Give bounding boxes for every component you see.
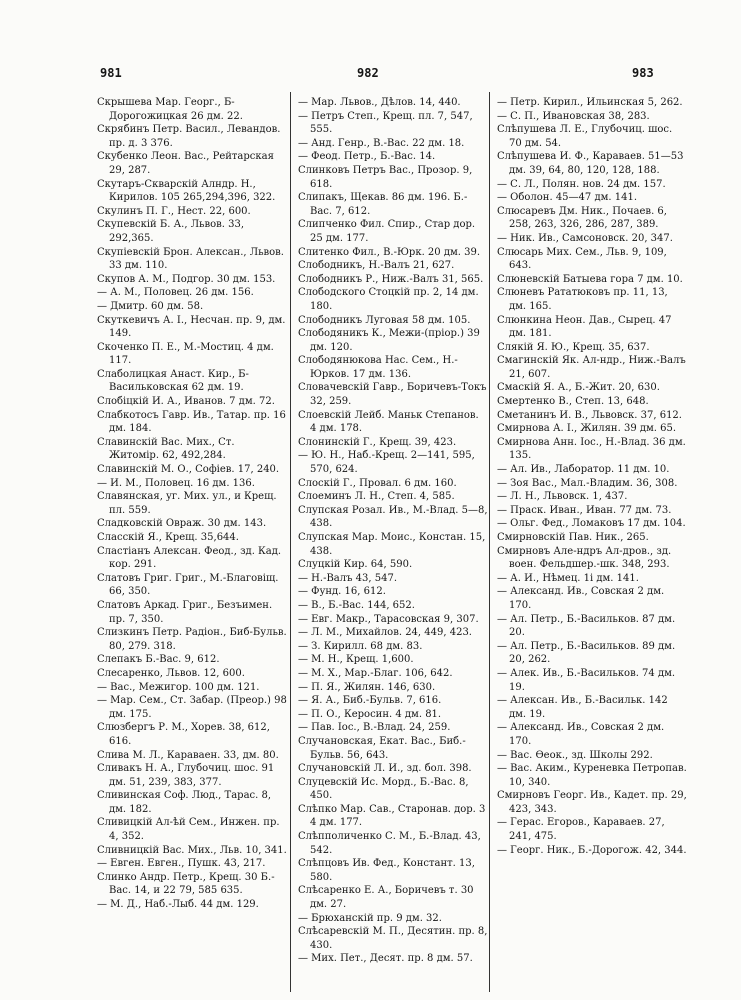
directory-entry: Скуткевичъ А. І., Несчан. пр. 9, дм. 149.	[97, 314, 289, 340]
directory-entry: Слабкотосъ Гавр. Ив., Татар. пр. 16 дм. 184.	[97, 409, 290, 435]
directory-entry: — Мар. Львов., Дѣлов. 14, 440.	[298, 97, 461, 108]
directory-entry: — Ал. Петр., Б.-Васильков. 87 дм. 20.	[497, 613, 679, 639]
directory-entry: — М. Х., Мар.-Благ. 106, 642.	[298, 667, 453, 679]
directory-entry: Слободникъ Луговая 58 дм. 105.	[298, 314, 471, 326]
directory-entry: Слободского Стоцкій пр. 2, 14 дм. 180.	[298, 287, 482, 312]
directory-entry: Смирнова Анн. Іос., Н.-Влад. 36 дм. 135.	[497, 436, 689, 462]
directory-entry: Смирновъ Але-ндръ Ал-дров., зд. воен. Фельдшер.-шк. 348, 293.	[497, 545, 675, 571]
directory-entry: Слинко Андр. Петр., Крещ. 30 Б.-Вас. 14, и 22 79, 585 635.	[97, 871, 275, 897]
directory-entry: Слонинскій Г., Крещ. 39, 423.	[298, 436, 457, 448]
directory-entry: Слѣпполиченко С. М., Б.-Влад. 43, 542.	[298, 831, 485, 856]
directory-entry: Слитенко Фил., В.-Юрк. 20 дм. 39.	[298, 246, 481, 258]
directory-entry: — Я. А., Биб.-Бульв. 7, 616.	[298, 695, 442, 707]
directory-entry: — П. О., Керосин. 4 дм. 81.	[298, 708, 442, 720]
directory-entry: Смирновъ Георг. Ив., Кадет. пр. 29, 423, 343.	[497, 790, 690, 815]
directory-entry: Слупская Мар. Моис., Констан. 15, 438.	[298, 532, 489, 557]
directory-entry: — С. Л., Полян. нов. 24 дм. 157.	[497, 178, 666, 190]
directory-entry: — М. Д., Наб.-Лыб. 44 дм. 129.	[97, 899, 259, 911]
directory-entry: Слесаренко, Львов. 12, 600.	[97, 667, 245, 679]
directory-entry: — Петръ Степ., Крещ. пл. 7, 547, 555.	[298, 110, 476, 136]
directory-entry: — Ю. Н., Наб.-Крещ. 2—141, 595, 570, 624.	[298, 450, 478, 476]
directory-entry: Слободяникъ К., Межи-(пріор.) 39 дм. 120.	[298, 328, 484, 353]
directory-entry: Сластіанъ Алексан. Феод., зд. Кад. кор. 291.	[97, 545, 285, 571]
directory-entry: — Вас. Ѳеок., зд. Школы 292.	[497, 749, 653, 761]
directory-entry: Скрябинъ Петр. Васил., Левандов. пр. д. 3 376.	[97, 124, 284, 149]
directory-entry: — П. Я., Жилян. 146, 630.	[298, 681, 436, 693]
directory-entry: Слюнкина Неон. Дав., Сырец. 47 дм. 181.	[497, 314, 675, 340]
directory-entry: — Дмитр. 60 дм. 58.	[97, 300, 204, 312]
directory-entry: — Ник. Ив., Самсоновск. 20, 347.	[497, 232, 673, 244]
directory-entry: Слоеминъ Л. Н., Степ. 4, 585.	[298, 491, 455, 503]
directory-entry: Слинковъ Петръ Вас., Прозор. 9, 618.	[298, 164, 476, 190]
directory-entry: Слякій Я. Ю., Крещ. 35, 637.	[497, 341, 650, 353]
directory-entry: Слобіцкій И. А., Иванов. 7 дм. 72.	[97, 396, 275, 408]
directory-entry: — Ал. Ив., Лаборатор. 11 дм. 10.	[497, 464, 670, 476]
directory-entry: — Александ. Ив., Совская 2 дм. 170.	[497, 722, 668, 747]
directory-entry: — Пав. Іос., В.-Влад. 24, 259.	[298, 722, 451, 734]
directory-entry: — С. П., Ивановская 38, 283.	[497, 110, 650, 122]
directory-entry: — Фунд. 16, 612.	[298, 586, 386, 598]
directory-entry: Сласскій Я., Крещ. 35,644.	[97, 532, 239, 543]
directory-entry: — А. И., Нѣмец. 1і дм. 141.	[497, 572, 639, 584]
column-divider	[489, 92, 490, 992]
directory-entry: Скрышева Мар. Георг., Б-Дорогожицкая 26 дм. 22.	[97, 97, 243, 122]
directory-entry: Скупов А. М., Подгор. 30 дм. 153.	[97, 273, 276, 285]
directory-entry: Слоскій Г., Провал. 6 дм. 160.	[298, 477, 457, 489]
directory-column-3	[497, 96, 691, 857]
directory-entry: — Н.-Валъ 43, 547.	[298, 572, 398, 584]
directory-entry: — М. Н., Крещ. 1,600.	[298, 654, 414, 666]
directory-column-2	[298, 96, 491, 966]
directory-entry: Смагинскій Як. Ал-ндр., Ниж.-Валъ 21, 607.	[497, 355, 689, 380]
page-number-center: 982	[357, 66, 379, 80]
page-number-right: 983	[632, 66, 654, 80]
directory-entry: — Анд. Генр., В.-Вас. 22 дм. 18.	[298, 137, 465, 149]
directory-entry: Слѣсаренко Е. А., Боричевъ т. 30 дм. 27.	[298, 885, 477, 911]
directory-entry: Слободянюкова Нас. Сем., Н.-Юрков. 17 дм. 136.	[298, 355, 458, 380]
directory-entry: Слуцкій Кир. 64, 590.	[298, 559, 413, 571]
directory-entry: Слуцевскій Ис. Морд., Б.-Вас. 8, 450.	[298, 776, 472, 802]
directory-entry: Смирновскій Пав. Ник., 265.	[497, 532, 649, 543]
directory-entry: Слѣпко Мар. Сав., Старонав. дор. 3 4 дм. 177.	[298, 803, 489, 829]
directory-entry: Слюневъ Рататюковъ пр. 11, 13, дм. 165.	[497, 287, 671, 312]
directory-entry: Сливницкій Вас. Мих., Льв. 10, 341.	[97, 844, 287, 856]
directory-entry: — Брюханскій пр. 9 дм. 32.	[298, 912, 442, 924]
directory-column-1	[97, 96, 291, 912]
directory-entry: Слѣпушева Л. Е., Глубочиц. шос. 70 дм. 54.	[497, 124, 676, 149]
directory-entry: Сливинская Соф. Люд., Тарас. 8, дм. 182.	[97, 790, 275, 815]
directory-entry: — Герас. Егоров., Караваев. 27, 241, 475.	[497, 817, 668, 843]
directory-entry: Слѣпцовъ Ив. Фед., Констант. 13, 580.	[298, 858, 479, 883]
directory-entry: Слива М. Л., Караваен. 33, дм. 80.	[97, 749, 279, 761]
directory-entry: — И. М., Половец. 16 дм. 136.	[97, 477, 255, 489]
directory-entry: Славинскій Вас. Мих., Ст. Житомір. 62, 492,284.	[97, 436, 238, 462]
directory-entry: Сладковскій Овраж. 30 дм. 143.	[97, 518, 267, 530]
directory-entry: Слѣпушева И. Ф., Караваев. 51—53 дм. 39, 64, 80, 120, 128, 188.	[497, 151, 687, 176]
directory-entry: Славянская, уг. Мих. ул., и Крещ. пл. 559.	[97, 491, 280, 516]
directory-entry: Скупевскій Б. А., Львов. 33, 292,365.	[97, 219, 248, 244]
directory-entry: — Мих. Пет., Десят. пр. 8 дм. 57.	[298, 953, 473, 965]
directory-entry: — Зоя Вас., Мал.-Владим. 36, 308.	[497, 477, 678, 489]
directory-entry: — Феод. Петр., Б.-Вас. 14.	[298, 151, 436, 163]
directory-entry: — Александ. Ив., Совская 2 дм. 170.	[497, 586, 668, 611]
directory-entry: — Праск. Иван., Иван. 77 дм. 73.	[497, 504, 672, 516]
page-number-left: 981	[100, 66, 122, 80]
directory-entry: Случановская, Екат. Вас., Биб.-Бульв. 56, 643.	[298, 735, 466, 761]
directory-entry: Словачевскій Гавр., Боричевъ-Токъ 32, 259.	[298, 382, 490, 408]
directory-entry: — Ал. Петр., Б.-Васильков. 89 дм. 20, 262.	[497, 640, 679, 666]
directory-entry: Слободникъ Р., Ниж.-Валъ 31, 565.	[298, 273, 484, 285]
directory-entry: — Мар. Сем., Ст. Забар. (Преор.) 98 дм. 175.	[97, 695, 291, 720]
directory-entry: Слизкинъ Петр. Радіон., Биб-Бульв. 80, 279. 318.	[97, 627, 290, 652]
directory-entry: Скубенко Леон. Вас., Рейтарская 29, 287.	[97, 151, 278, 176]
directory-entry: — Вас., Межигор. 100 дм. 121.	[97, 681, 260, 693]
column-divider	[290, 92, 291, 992]
directory-entry: — Л. Н., Львовск. 1, 437.	[497, 491, 628, 503]
directory-entry: Слюсарь Мих. Сем., Льв. 9, 109, 643.	[497, 246, 671, 272]
directory-entry: — Георг. Ник., Б.-Дорогож. 42, 344.	[497, 844, 687, 856]
directory-entry: — В., Б.-Вас. 144, 652.	[298, 599, 415, 611]
directory-entry: Слюсаревъ Дм. Ник., Почаев. 6, 258, 263, 326, 286, 287, 389.	[497, 205, 671, 231]
directory-entry: — Вас. Аким., Куреневка Петропав. 10, 340.	[497, 763, 691, 788]
directory-entry: — Петр. Кирил., Ильинская 5, 262.	[497, 97, 683, 108]
directory-entry: Слюзбергъ Р. М., Хорев. 38, 612, 616.	[97, 722, 274, 747]
directory-entry: Скоченко П. Е., М.-Мостиц. 4 дм. 117.	[97, 341, 277, 367]
directory-entry: — Алексан. Ив., Б.-Васильк. 142 дм. 19.	[497, 695, 671, 720]
directory-entry: Сметанинъ И. В., Львовск. 37, 612.	[497, 409, 682, 421]
directory-entry: Слипченко Фил. Спир., Стар дор. 25 дм. 177.	[298, 219, 479, 244]
directory-entry: Слатовъ Григ. Григ., М.-Благовіщ. 66, 350.	[97, 572, 282, 598]
directory-entry: Слипакъ, Щекав. 86 дм. 196. Б.-Вас. 7, 612.	[298, 192, 468, 217]
directory-entry: Скутаръ-Скварскій Алндр. Н., Кирилов. 105 265,294,396, 322.	[97, 178, 276, 204]
directory-entry: Случановскій Л. И., зд. бол. 398.	[298, 763, 472, 775]
directory-entry: — З. Кирилл. 68 дм. 83.	[298, 640, 423, 652]
directory-entry: Смаскій Я. А., Б.-Жит. 20, 630.	[497, 382, 660, 394]
directory-entry: Слюневскій Батыева гора 7 дм. 10.	[497, 273, 683, 285]
directory-entry: Сливицкій Ал-ѣй Сем., Инжен. пр. 4, 352.	[97, 817, 283, 843]
directory-entry: Слатовъ Аркад. Григ., Безъимен. пр. 7, 350.	[97, 599, 276, 625]
directory-entry: Слупская Розал. Ив., М.-Влад. 5—8, 438.	[298, 504, 491, 530]
directory-entry: Слоевскій Лейб. Маньк Степанов. 4 дм. 178.	[298, 409, 482, 435]
directory-entry: Смертенко В., Степ. 13, 648.	[497, 396, 649, 408]
directory-entry: — Евг. Макр., Тарасовская 9, 307.	[298, 613, 479, 625]
directory-entry: Слѣсаревскій М. П., Десятин. пр. 8, 430.	[298, 926, 491, 951]
directory-entry: — Евген. Евген., Пушк. 43, 217.	[97, 858, 266, 870]
directory-entry: Славинскій М. О., Софіев. 17, 240.	[97, 464, 280, 476]
directory-entry: Скупіевскій Брон. Алексан., Львов. 33 дм. 110.	[97, 246, 288, 272]
directory-entry: Сливакъ Н. А., Глубочиц. шос. 91 дм. 51, 239, 383, 377.	[97, 763, 278, 788]
directory-entry: — Ольг. Фед., Ломаковъ 17 дм. 104.	[497, 518, 686, 530]
directory-entry: Скулинъ П. Г., Нест. 22, 600.	[97, 205, 251, 217]
directory-entry: — Л. М., Михайлов. 24, 449, 423.	[298, 627, 472, 639]
directory-entry: Слободникъ, Н.-Валъ 21, 627.	[298, 260, 455, 272]
directory-entry: — Оболон. 45—47 дм. 141.	[497, 192, 637, 204]
directory-entry: Слаболицкая Анаст. Кир., Б-Васильковская 62 дм. 19.	[97, 368, 249, 394]
directory-entry: — А. М., Половец. 26 дм. 156.	[97, 287, 254, 299]
directory-entry: Смирнова А. І., Жилян. 39 дм. 65.	[497, 423, 677, 435]
directory-entry: — Алек. Ив., Б.-Васильков. 74 дм. 19.	[497, 667, 679, 693]
directory-entry: Слепакъ Б.-Вас. 9, 612.	[97, 654, 220, 666]
